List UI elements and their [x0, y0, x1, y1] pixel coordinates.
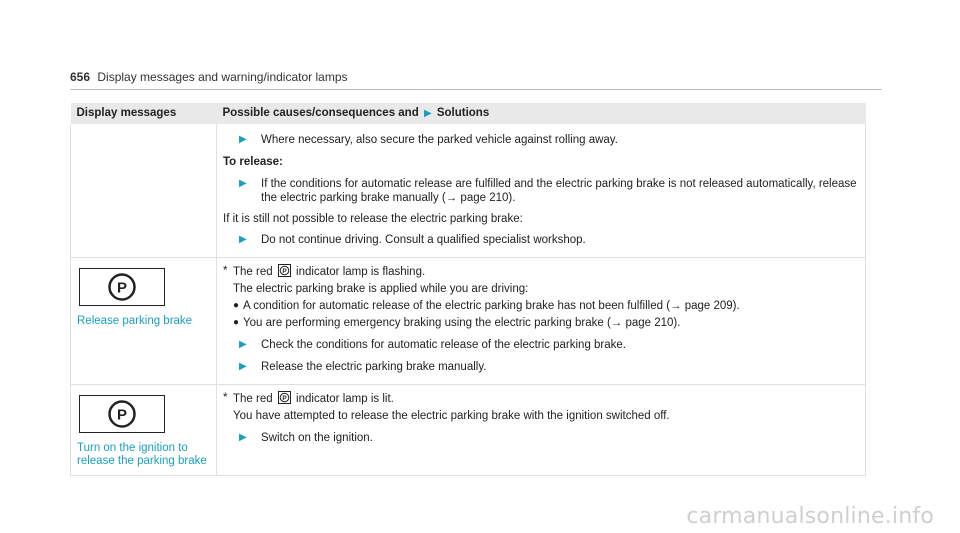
- svg-text:P: P: [282, 395, 287, 402]
- message-label-line: release the parking brake: [77, 455, 207, 467]
- causes-cell: [217, 385, 866, 476]
- lamp-text-pre: The red: [233, 266, 273, 278]
- step-text: Check the conditions for automatic release of the electric parking brake.: [261, 339, 626, 351]
- parking-brake-display-icon: [79, 268, 165, 306]
- lamp-status-text: [233, 391, 394, 406]
- list-item: [223, 316, 859, 330]
- list-item: [223, 299, 859, 313]
- footnote-star: *: [223, 265, 228, 277]
- parking-brake-display-icon: [79, 395, 165, 433]
- bullet-dot-icon: ●: [233, 317, 240, 328]
- col-header-messages: Display messages: [71, 103, 217, 124]
- page-title: Display messages and warning/indicator lamps: [97, 70, 348, 84]
- solution-step: [223, 338, 859, 352]
- play-arrow-icon: ▶: [423, 108, 432, 119]
- lamp-text-post: indicator lamp is lit.: [296, 393, 394, 405]
- col-header-causes: [217, 103, 866, 124]
- intro-text: You have attempted to release the electric parking brake with the ignition switched off.: [233, 410, 670, 422]
- footnote-star: *: [223, 392, 228, 404]
- parking-lamp-icon: [278, 264, 291, 277]
- lamp-status-text: [233, 264, 425, 279]
- solution-step: [223, 177, 859, 205]
- table-header-row: [71, 103, 866, 124]
- causes-cell: [217, 124, 866, 258]
- bullet-dot-icon: ●: [233, 300, 240, 311]
- step-text: Where necessary, also secure the parked vehicle against rolling away.: [261, 134, 618, 146]
- lamp-text-pre: The red: [233, 393, 273, 405]
- page-number: 656: [70, 70, 91, 84]
- header-divider: [70, 89, 882, 90]
- bullet-text: A condition for automatic release of the electric parking brake has not been fulfilled (→ page 209).: [243, 300, 740, 312]
- lamp-text-post: indicator lamp is flashing.: [296, 266, 426, 278]
- to-release-heading: To release:: [223, 156, 283, 168]
- table-row: [71, 385, 866, 476]
- svg-text:P: P: [282, 268, 287, 275]
- message-cell: [71, 258, 217, 385]
- intro-text: The electric parking brake is applied while you are driving:: [233, 283, 529, 295]
- solution-step: [223, 360, 859, 374]
- message-cell: [71, 385, 217, 476]
- col-header-solutions-text: Solutions: [436, 107, 490, 119]
- svg-text:P: P: [116, 279, 128, 297]
- play-arrow-icon: ▶: [239, 178, 247, 189]
- display-messages-table: [70, 103, 866, 476]
- message-label-line: Turn on the ignition to: [77, 442, 188, 454]
- play-arrow-icon: ▶: [239, 234, 247, 245]
- lamp-status-line: [223, 391, 859, 406]
- note-text: If it is still not possible to release the electric parking brake:: [223, 213, 523, 225]
- svg-text:P: P: [116, 406, 128, 424]
- parking-brake-icon: [107, 399, 137, 429]
- step-text: Switch on the ignition.: [261, 432, 373, 444]
- lamp-status-line: [223, 264, 859, 279]
- step-text: If the conditions for automatic release are fulfilled and the electric parking brake is not released automatically, release the electric parking brake manually (→ page 210).: [261, 178, 857, 204]
- causes-cell: [217, 258, 866, 385]
- message-label: [77, 442, 210, 468]
- play-arrow-icon: ▶: [239, 134, 247, 145]
- table-row: [71, 258, 866, 385]
- play-arrow-icon: ▶: [239, 361, 247, 372]
- solution-step: [223, 431, 859, 445]
- step-text: Release the electric parking brake manually.: [261, 361, 487, 373]
- solution-step: [223, 133, 859, 147]
- watermark: carmanualsonline.info: [686, 504, 934, 529]
- message-cell-empty: [71, 124, 217, 258]
- col-header-causes-text: Possible causes/consequences and: [222, 107, 419, 119]
- solution-step: [223, 233, 859, 247]
- message-label: Release parking brake: [77, 315, 193, 327]
- parking-lamp-icon: [278, 391, 291, 404]
- step-text: Do not continue driving. Consult a qualified specialist workshop.: [261, 234, 586, 246]
- page-header: [70, 70, 348, 84]
- table-row: [71, 124, 866, 258]
- play-arrow-icon: ▶: [239, 432, 247, 443]
- bullet-text: You are performing emergency braking using the electric parking brake (→ page 210).: [243, 317, 681, 329]
- play-arrow-icon: ▶: [239, 339, 247, 350]
- parking-brake-icon: [107, 272, 137, 302]
